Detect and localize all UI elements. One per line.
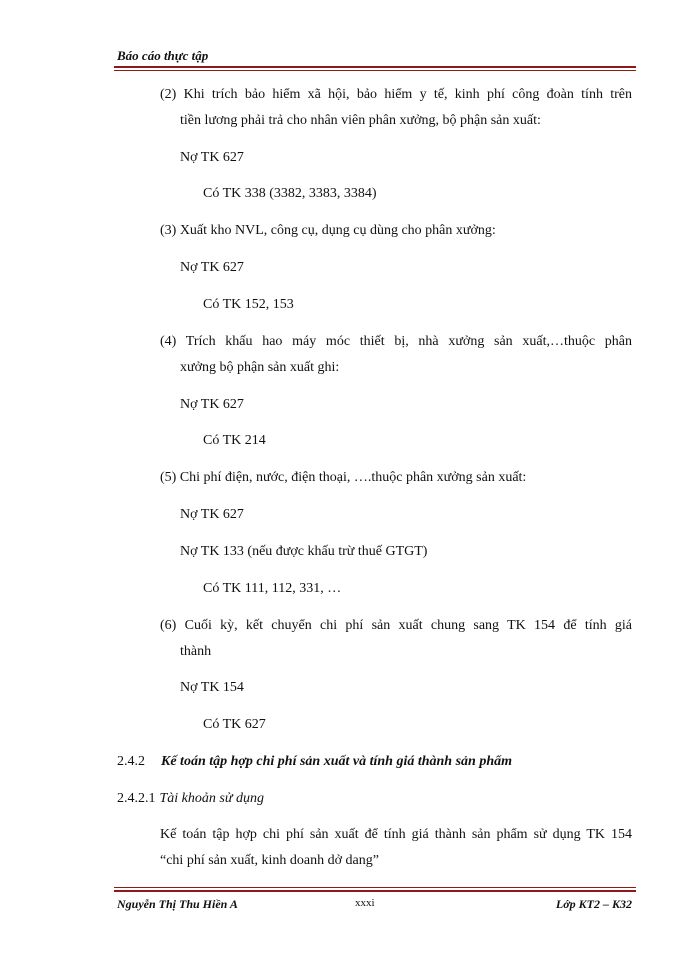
footer-rule-thin	[114, 887, 636, 888]
entry-2-line-2: tiền lương phải trả cho nhân viên phân xưởng, bộ phận sản xuất:	[180, 113, 541, 128]
entry-4-line-1: (4) Trích khấu hao máy móc thiết bị, nhà xưởng sản xuất,…thuộc phân	[160, 334, 632, 349]
entry-5-credit: Có TK 111, 112, 331, …	[203, 581, 342, 596]
entry-6-credit: Có TK 627	[203, 717, 266, 732]
page-number: xxxi	[355, 897, 375, 909]
section-heading	[117, 753, 512, 771]
entry-6-line-2: thành	[180, 644, 212, 659]
entry-4-line-2: xưởng bộ phận sản xuất ghi:	[180, 360, 340, 375]
entry-5-debit-2: Nợ TK 133 (nếu được khấu trừ thuế GTGT)	[180, 544, 428, 559]
entry-3-debit: Nợ TK 627	[180, 260, 244, 275]
footer-rule-thick	[114, 890, 636, 892]
header-rule-thin	[114, 70, 636, 71]
entry-4-debit: Nợ TK 627	[180, 397, 244, 412]
entry-4-credit: Có TK 214	[203, 433, 266, 448]
entry-2-line-1: (2) Khi trích bảo hiểm xã hội, bảo hiểm y tế, kinh phí công đoàn tính trên	[160, 87, 632, 102]
entry-3-line-1: (3) Xuất kho NVL, công cụ, dụng cụ dùng cho phân xưởng:	[160, 223, 496, 238]
report-title: Báo cáo thực tập	[117, 48, 209, 63]
footer-author: Nguyễn Thị Thu Hiền A	[117, 897, 238, 911]
entry-2-debit: Nợ TK 627	[180, 150, 244, 165]
subsection-title: Tài khoản sử dụng	[159, 791, 264, 806]
header-rule-thick	[114, 66, 636, 68]
entry-6-debit: Nợ TK 154	[180, 680, 244, 695]
paragraph-line-1: Kế toán tập hợp chi phí sản xuất để tính giá thành sản phẩm sử dụng TK 154	[160, 827, 632, 842]
subsection-number: 2.4.2.1	[117, 791, 156, 806]
section-number: 2.4.2	[117, 754, 145, 769]
entry-2-credit: Có TK 338 (3382, 3383, 3384)	[203, 186, 377, 201]
entry-5-line-1: (5) Chi phí điện, nước, điện thoại, ….thuộc phân xưởng sản xuất:	[160, 470, 527, 485]
entry-6-line-1: (6) Cuối kỳ, kết chuyển chi phí sản xuất chung sang TK 154 để tính giá	[160, 618, 632, 633]
subsection-heading	[117, 790, 264, 808]
section-title: Kế toán tập hợp chi phí sản xuất và tính giá thành sản phẩm	[161, 754, 513, 769]
entry-3-credit: Có TK 152, 153	[203, 297, 294, 312]
footer-class: Lớp KT2 – K32	[555, 897, 632, 911]
paragraph-line-2: “chi phí sản xuất, kinh doanh dở dang”	[160, 853, 379, 868]
entry-5-debit-1: Nợ TK 627	[180, 507, 244, 522]
